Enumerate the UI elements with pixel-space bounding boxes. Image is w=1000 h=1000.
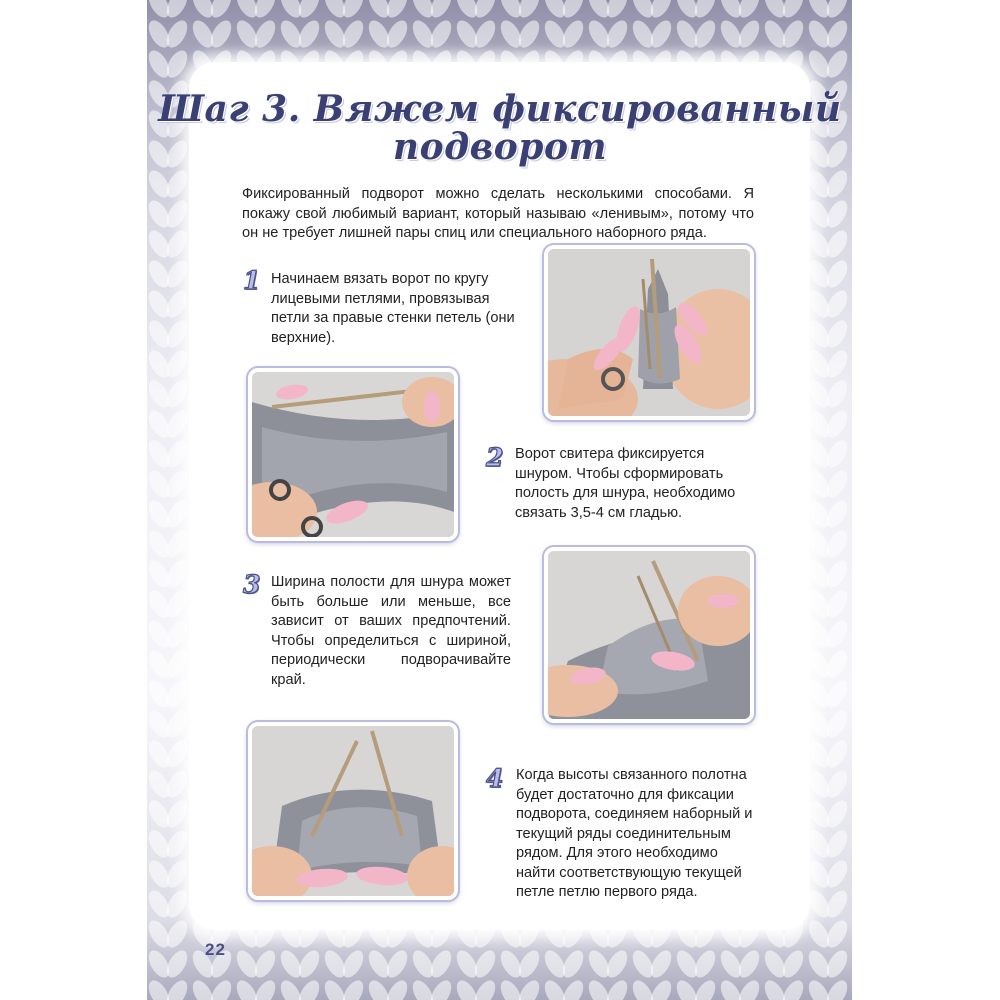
- knit-stitch: [849, 587, 852, 621]
- photo-cord-cavity-image: [548, 551, 750, 719]
- knit-stitch: [849, 827, 852, 861]
- knit-stitch: [849, 647, 852, 681]
- photo-knitting-rows-image: [252, 372, 454, 537]
- knit-stitch: [849, 167, 852, 201]
- knit-stitch: [849, 797, 852, 831]
- photo-cord-cavity: [544, 547, 754, 723]
- knit-stitch: [849, 527, 852, 561]
- knit-stitch: [849, 347, 852, 381]
- knit-stitch: [849, 377, 852, 411]
- intro-paragraph: Фиксированный подворот можно сделать несколькими способами. Я покажу свой любимый вариант, который называю «ленивым», потому что он не требует лишней пары спиц или специального наборного ряда.: [242, 186, 754, 241]
- step-3-number: 3: [243, 570, 261, 599]
- knit-stitch: [849, 767, 852, 801]
- step-2-number: 2: [486, 443, 504, 472]
- photo-knitting-start: [544, 245, 754, 420]
- knit-stitch: [849, 317, 852, 351]
- knit-stitch: [849, 407, 852, 441]
- knit-stitch: [849, 227, 852, 261]
- knit-stitch: [849, 467, 852, 501]
- step-4-text: Когда высоты связанного полотна будет достаточно для фиксации подворота, соединяем наборный и текущий ряды соединительным рядом. Для этого необходимо найти соответствующую текущей петле петлю первого ряда.: [516, 767, 753, 900]
- step-4-number: 4: [486, 764, 504, 793]
- knit-stitch: [849, 437, 852, 471]
- page-title-line2: подворот: [392, 126, 608, 168]
- step-2-text: Ворот свитера фиксируется шнуром. Чтобы сформировать полость для шнура, необходимо связать 3,5-4 см гладью.: [515, 446, 736, 521]
- knit-stitch: [849, 947, 852, 981]
- knit-stitch: [849, 197, 852, 231]
- step-3-text: Ширина полости для шнура может быть больше или меньше, все зависит от ваших предпочтений. Чтобы определиться с шириной, периодически подворачивайте край.: [271, 574, 511, 688]
- knit-stitch: [849, 707, 852, 741]
- knit-stitch: [849, 977, 852, 1000]
- knit-stitch: [849, 677, 852, 711]
- knit-stitch: [849, 47, 852, 81]
- photo-joining-row-image: [252, 726, 454, 896]
- step-1-text: Начинаем вязать ворот по кругу лицевыми петлями, провязывая петли за правые стенки петель (они верхние).: [271, 271, 515, 346]
- photo-joining-row: [248, 722, 458, 900]
- page-number: 22: [205, 940, 226, 959]
- knit-stitch: [849, 287, 852, 321]
- knit-stitch: [849, 17, 852, 51]
- step-1-number: 1: [243, 266, 261, 295]
- knit-stitch: [849, 917, 852, 951]
- page-title-line1: Шаг 3. Вяжем фиксированный: [158, 88, 842, 130]
- knit-stitch: [849, 497, 852, 531]
- knit-stitch: [849, 887, 852, 921]
- knit-stitch: [849, 557, 852, 591]
- knit-stitch: [849, 617, 852, 651]
- photo-knitting-rows: [248, 368, 458, 541]
- photo-knitting-start-image: [548, 249, 750, 416]
- knit-stitch: [849, 737, 852, 771]
- knit-stitch: [849, 257, 852, 291]
- knit-stitch: [849, 0, 852, 21]
- knit-stitch: [849, 857, 852, 891]
